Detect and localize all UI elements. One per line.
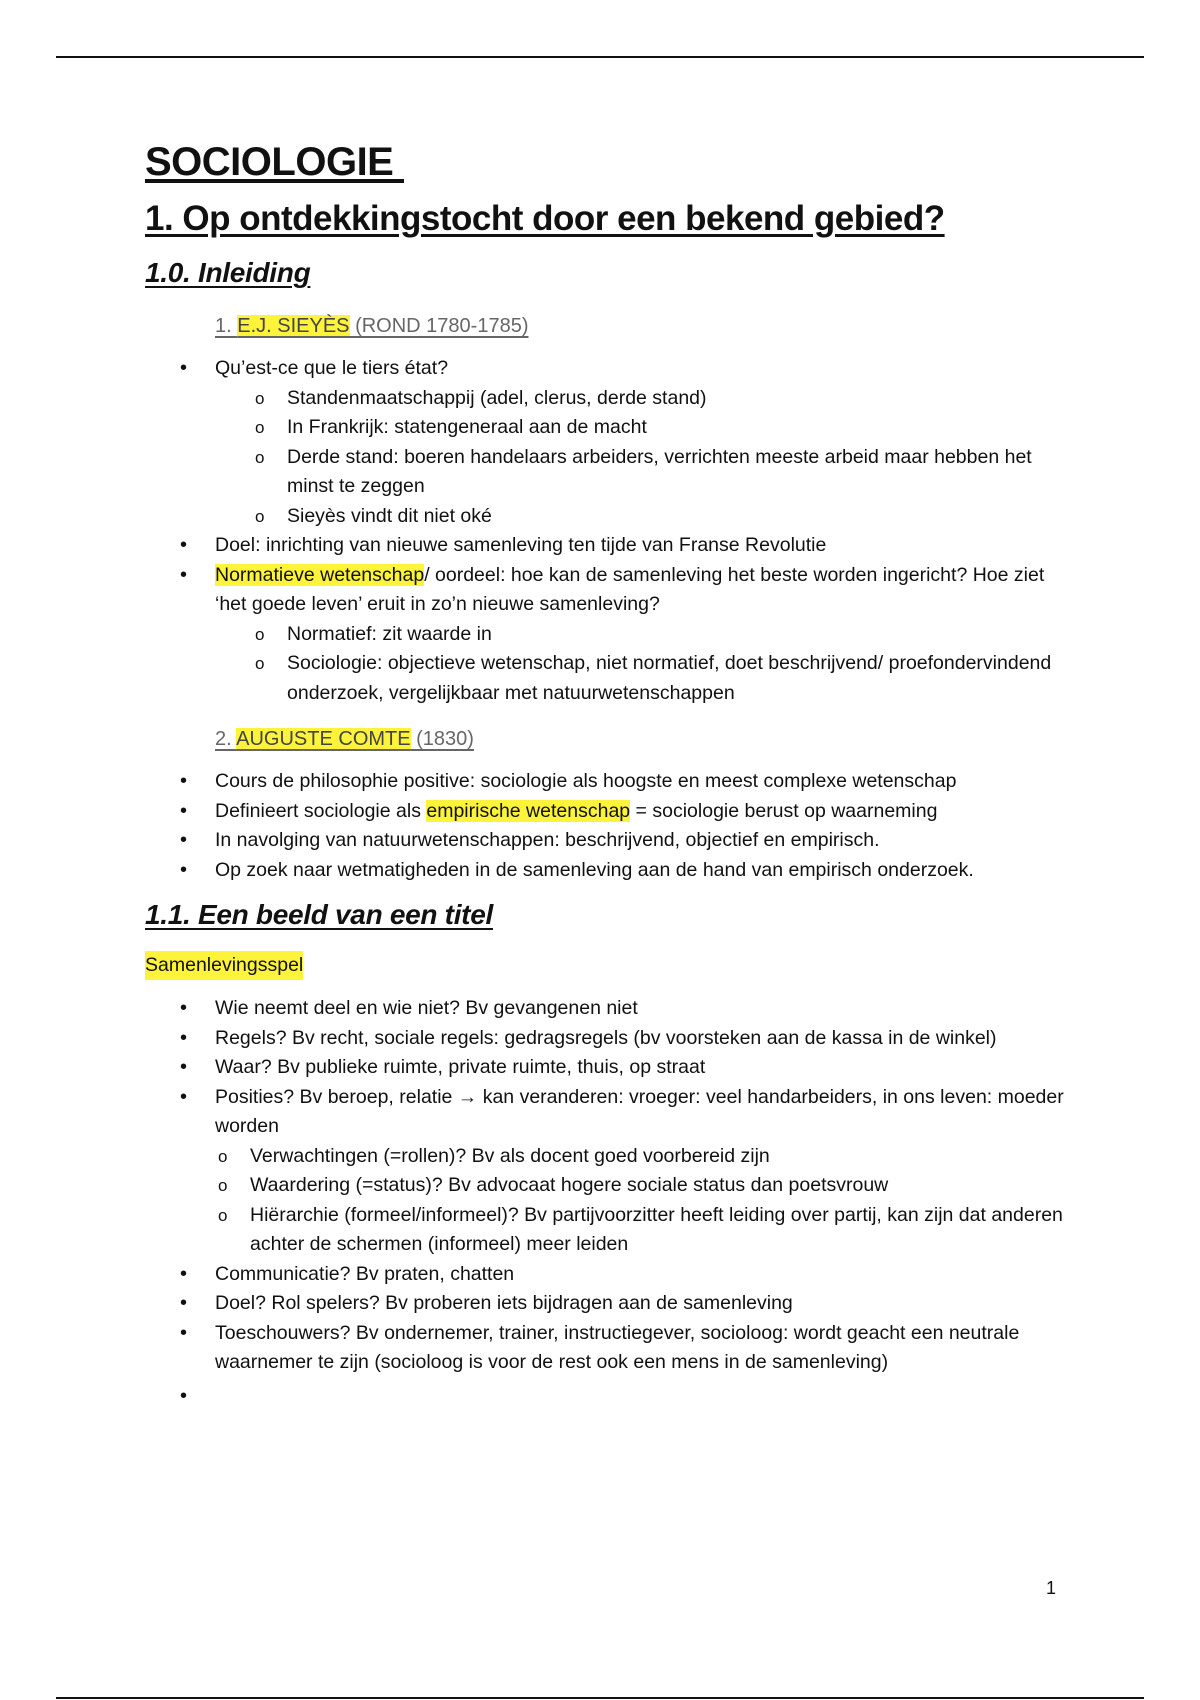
sub-list-item: o Derde stand: boeren handelaars arbeiders, verrichten meeste arbeid maar hebben het minst te zeggen bbox=[215, 443, 1065, 502]
chapter-heading: 1. Op ontdekkingstocht door een bekend gebied? bbox=[145, 199, 945, 238]
sub-list-item: o Standenmaatschappij (adel, clerus, derde stand) bbox=[215, 384, 1065, 414]
list-item: • Wie neemt deel en wie niet? Bv gevangenen niet bbox=[145, 994, 1065, 1024]
list-item bbox=[145, 354, 1065, 531]
list-item bbox=[145, 797, 1065, 827]
list-item-text: Definieert sociologie als bbox=[215, 799, 427, 822]
highlighted-term: empirische wetenschap bbox=[426, 799, 631, 822]
highlighted-name: AUGUSTE COMTE bbox=[236, 728, 411, 750]
list-item: • Waar? Bv publieke ruimte, private ruimte, thuis, op straat bbox=[145, 1053, 1065, 1083]
sub-list-item: o Verwachtingen (=rollen)? Bv als docent goed voorbereid zijn bbox=[215, 1142, 1065, 1172]
sub-list bbox=[145, 384, 1065, 532]
sub-list-item: o Waardering (=status)? Bv advocaat hogere sociale status dan poetsvrouw bbox=[215, 1171, 1065, 1201]
list-item: • In navolging van natuurwetenschappen: beschrijvend, objectief en empirisch. bbox=[145, 826, 1065, 856]
list-item bbox=[145, 1083, 1065, 1260]
list-item: • Communicatie? Bv praten, chatten bbox=[145, 1260, 1065, 1290]
list-item-text: Qu’est-ce que le tiers état? bbox=[215, 357, 449, 379]
sub-list-item: o Normatief: zit waarde in bbox=[215, 620, 1065, 650]
highlighted-term: Normatieve wetenschap bbox=[215, 563, 425, 586]
section-heading-inleiding: 1.0. Inleiding bbox=[145, 257, 311, 288]
list-item-text: / oordeel: hoe kan de samenleving het beste worden ingericht? Hoe ziet ‘het goede leven’ eruit in zo’n nieuwe samenleving? bbox=[215, 563, 1045, 615]
highlighted-tag: Samenlevingsspel bbox=[145, 951, 303, 980]
bullet-list-comte bbox=[145, 767, 1065, 885]
sub-list bbox=[145, 620, 1065, 709]
highlighted-name: E.J. SIEYÈS bbox=[237, 315, 350, 337]
subheading-number: 1. bbox=[215, 315, 238, 337]
list-item: • Doel? Rol spelers? Bv proberen iets bijdragen aan de samenleving bbox=[145, 1289, 1065, 1319]
sub-list-item: o In Frankrijk: statengeneraal aan de macht bbox=[215, 413, 1065, 443]
subheading-sieyes bbox=[215, 315, 1065, 338]
subheading-number: 2. bbox=[215, 728, 237, 750]
list-item: • Doel: inrichting van nieuwe samenleving ten tijde van Franse Revolutie bbox=[145, 531, 1065, 561]
list-item: • Regels? Bv recht, sociale regels: gedragsregels (bv voorsteken aan de kassa in de winkel) bbox=[145, 1024, 1065, 1054]
section-heading-beeld: 1.1. Een beeld van een titel bbox=[145, 899, 493, 930]
list-item: • Cours de philosophie positive: sociologie als hoogste en meest complexe wetenschap bbox=[145, 767, 1065, 797]
page-number: 1 bbox=[1046, 1578, 1057, 1598]
sub-list bbox=[145, 1142, 1065, 1260]
footer-rule bbox=[56, 1697, 1144, 1699]
bullet-list-samenlevingsspel bbox=[145, 994, 1065, 1411]
subheading-comte bbox=[215, 728, 1065, 751]
list-item-text: Posities? Bv beroep, relatie → kan veranderen: vroeger: veel handarbeiders, in ons leven: moeder worden bbox=[215, 1085, 1064, 1137]
sub-list-item: o Sociologie: objectieve wetenschap, niet normatief, doet beschrijvend/ proefondervindend onderzoek, vergelijkbaar met natuurwetenschappen bbox=[215, 649, 1065, 708]
list-item: • Op zoek naar wetmatigheden in de samenleving aan de hand van empirisch onderzoek. bbox=[145, 856, 1065, 886]
header-rule bbox=[56, 56, 1144, 58]
sub-list-item: o Sieyès vindt dit niet oké bbox=[215, 502, 1065, 532]
list-item-text: = sociologie berust op waarneming bbox=[630, 799, 938, 822]
document-page bbox=[145, 140, 1065, 1411]
empty-list-item bbox=[145, 1382, 1065, 1412]
bullet-list-sieyes bbox=[145, 354, 1065, 708]
list-item: • Toeschouwers? Bv ondernemer, trainer, instructiegever, socioloog: wordt geacht een neutrale waarnemer te zijn (socioloog is voor de rest ook een mens in de samenleving) bbox=[145, 1319, 1065, 1378]
list-item bbox=[145, 561, 1065, 709]
sub-list-item: o Hiërarchie (formeel/informeel)? Bv partijvoorzitter heeft leiding over partij, kan zijn dat anderen achter de schermen (informeel) meer leiden bbox=[215, 1201, 1065, 1260]
subheading-date: (1830) bbox=[410, 728, 474, 750]
subheading-date: (ROND 1780-1785) bbox=[349, 315, 529, 337]
document-title: SOCIOLOGIE bbox=[145, 140, 404, 184]
